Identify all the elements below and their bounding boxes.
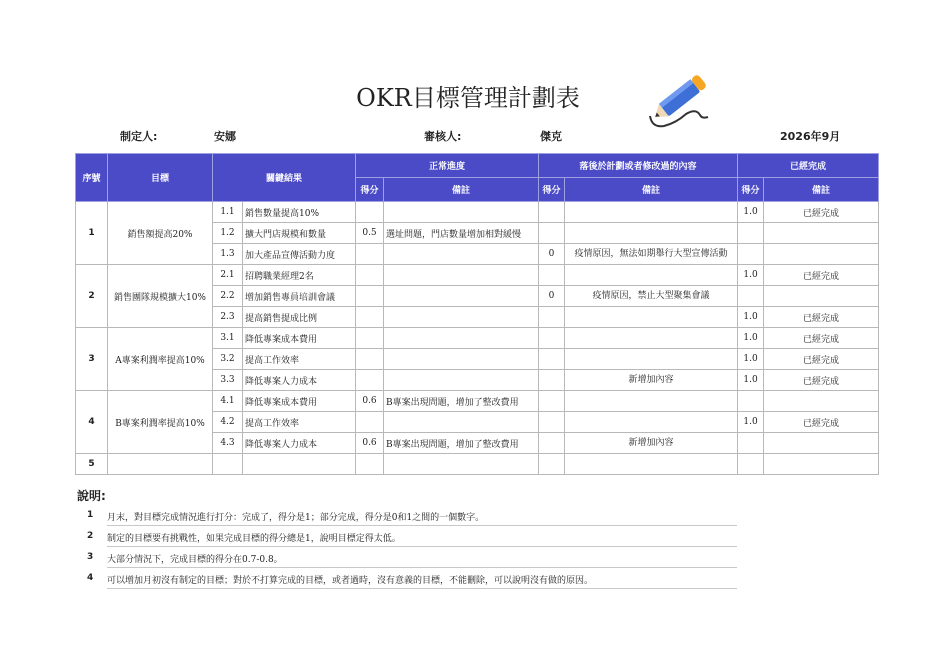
maker-label: 制定人:: [120, 130, 158, 143]
normal-remark: [384, 328, 539, 349]
normal-score: [356, 202, 384, 223]
normal-remark: B專案出現問題，增加了整改費用: [384, 391, 539, 412]
done-score: 1.0: [738, 370, 764, 391]
done-remark: [764, 223, 879, 244]
note-number: 4: [87, 573, 94, 583]
note-text: 大部分情況下，完成目標的得分在0.7-0.8。: [107, 552, 737, 568]
done-score: [738, 223, 764, 244]
note-item: [75, 506, 737, 526]
done-remark: 已經完成: [764, 328, 879, 349]
behind-score: [539, 307, 565, 328]
normal-score: 0.5: [356, 223, 384, 244]
normal-remark: [384, 265, 539, 286]
done-score: 1.0: [738, 265, 764, 286]
note-number: 3: [87, 552, 94, 562]
kr-text: 提高工作效率: [243, 412, 356, 433]
behind-remark: [565, 328, 738, 349]
kr-text: 降低專案成本費用: [243, 328, 356, 349]
header-goal: 目標: [108, 154, 213, 202]
normal-score: [356, 370, 384, 391]
kr-text: 加大產品宣傳活動力度: [243, 244, 356, 265]
date-text: 2026年9月: [780, 130, 841, 143]
header-remark: 備註: [565, 178, 738, 202]
goal-seq: 1: [76, 202, 108, 265]
note-number: 2: [87, 531, 94, 541]
empty-cell: [243, 454, 356, 475]
goal-name: 銷售團隊規模擴大10%: [108, 265, 213, 328]
table-row: [76, 454, 879, 475]
header-remark: 備註: [764, 178, 879, 202]
done-score: 1.0: [738, 202, 764, 223]
kr-number: 4.3: [213, 433, 243, 454]
done-score: 1.0: [738, 412, 764, 433]
normal-score: [356, 244, 384, 265]
table-row: [76, 328, 879, 349]
kr-text: 銷售數量提高10%: [243, 202, 356, 223]
note-number: 1: [87, 510, 94, 520]
behind-score: [539, 370, 565, 391]
behind-score: 0: [539, 244, 565, 265]
kr-text: 招聘職業經理2名: [243, 265, 356, 286]
behind-score: [539, 223, 565, 244]
behind-remark: [565, 307, 738, 328]
behind-remark: 疫情原因，禁止大型聚集會議: [565, 286, 738, 307]
kr-text: 降低專案成本費用: [243, 391, 356, 412]
behind-remark: 新增加內容: [565, 433, 738, 454]
done-score: [738, 244, 764, 265]
behind-remark: [565, 223, 738, 244]
done-remark: [764, 391, 879, 412]
goal-name: 銷售額提高20%: [108, 202, 213, 265]
behind-score: [539, 433, 565, 454]
behind-remark: [565, 391, 738, 412]
normal-score: 0.6: [356, 433, 384, 454]
kr-number: 3.1: [213, 328, 243, 349]
kr-number: 2.1: [213, 265, 243, 286]
normal-score: [356, 286, 384, 307]
kr-number: 3.3: [213, 370, 243, 391]
empty-cell: [356, 454, 384, 475]
empty-cell: [764, 454, 879, 475]
goal-name: A專案利潤率提高10%: [108, 328, 213, 391]
normal-remark: [384, 286, 539, 307]
behind-score: [539, 349, 565, 370]
done-remark: 已經完成: [764, 349, 879, 370]
kr-number: 1.3: [213, 244, 243, 265]
kr-text: 提高銷售提成比例: [243, 307, 356, 328]
done-score: 1.0: [738, 307, 764, 328]
behind-remark: [565, 202, 738, 223]
header-score: 得分: [356, 178, 384, 202]
goal-seq: 2: [76, 265, 108, 328]
kr-number: 3.2: [213, 349, 243, 370]
done-remark: [764, 433, 879, 454]
table-row: [76, 202, 879, 223]
kr-text: 降低專案人力成本: [243, 370, 356, 391]
header-remark: 備註: [384, 178, 539, 202]
behind-score: [539, 328, 565, 349]
empty-cell: [213, 454, 243, 475]
behind-score: [539, 412, 565, 433]
behind-score: [539, 202, 565, 223]
normal-score: [356, 349, 384, 370]
behind-remark: 新增加內容: [565, 370, 738, 391]
normal-score: [356, 412, 384, 433]
header-completed: 已經完成: [738, 154, 879, 178]
behind-score: [539, 391, 565, 412]
empty-cell: [565, 454, 738, 475]
note-item: [75, 548, 737, 568]
normal-score: [356, 265, 384, 286]
reviewer-name: 傑克: [540, 130, 562, 143]
kr-number: 2.3: [213, 307, 243, 328]
note-item: [75, 569, 737, 589]
empty-cell: [738, 454, 764, 475]
header-seq: 序號: [76, 154, 108, 202]
maker-name: 安娜: [214, 130, 236, 143]
note-item: [75, 527, 737, 547]
kr-number: 1.1: [213, 202, 243, 223]
kr-text: 擴大門店規模和數量: [243, 223, 356, 244]
kr-number: 2.2: [213, 286, 243, 307]
normal-remark: B專案出現問題，增加了整改費用: [384, 433, 539, 454]
done-remark: 已經完成: [764, 265, 879, 286]
done-remark: 已經完成: [764, 412, 879, 433]
normal-remark: [384, 307, 539, 328]
normal-score: 0.6: [356, 391, 384, 412]
normal-score: [356, 328, 384, 349]
done-score: 1.0: [738, 349, 764, 370]
page-title: OKR目標管理計劃表: [356, 84, 580, 112]
header-behind-plan: 落後於計劃或者修改過的內容: [539, 154, 738, 178]
empty-cell: [384, 454, 539, 475]
done-score: 1.0: [738, 328, 764, 349]
behind-remark: 疫情原因，無法如期舉行大型宣傳活動: [565, 244, 738, 265]
pencil-icon: [646, 68, 716, 132]
done-remark: 已經完成: [764, 307, 879, 328]
reviewer-label: 審核人:: [424, 130, 462, 143]
header-key-results: 關鍵結果: [213, 154, 356, 202]
goal-seq: 3: [76, 328, 108, 391]
goal-name: [108, 454, 213, 475]
table-row: [76, 265, 879, 286]
goal-seq: 5: [76, 454, 108, 475]
table-row: [76, 391, 879, 412]
goal-name: B專案利潤率提高10%: [108, 391, 213, 454]
kr-number: 4.1: [213, 391, 243, 412]
header-score: 得分: [539, 178, 565, 202]
note-text: 制定的目標要有挑戰性，如果完成目標的得分總是1，說明目標定得太低。: [107, 531, 737, 547]
done-score: [738, 286, 764, 307]
kr-text: 降低專案人力成本: [243, 433, 356, 454]
behind-score: 0: [539, 286, 565, 307]
done-remark: 已經完成: [764, 202, 879, 223]
kr-number: 1.2: [213, 223, 243, 244]
kr-text: 增加銷售專員培訓會議: [243, 286, 356, 307]
behind-remark: [565, 349, 738, 370]
goal-seq: 4: [76, 391, 108, 454]
header-score: 得分: [738, 178, 764, 202]
done-remark: [764, 286, 879, 307]
normal-remark: [384, 202, 539, 223]
done-score: [738, 391, 764, 412]
note-text: 月末，對目標完成情況進行打分：完成了，得分是1；部分完成，得分是0和1之間的一個數字。: [107, 510, 737, 526]
note-text: 可以增加月初沒有制定的目標；對於不打算完成的目標，或者過時，沒有意義的目標，不能刪除，可以說明沒有做的原因。: [107, 573, 737, 589]
normal-remark: 選址問題，門店數量增加相對緩慢: [384, 223, 539, 244]
done-remark: 已經完成: [764, 370, 879, 391]
normal-remark: [384, 244, 539, 265]
normal-score: [356, 307, 384, 328]
done-score: [738, 433, 764, 454]
behind-remark: [565, 412, 738, 433]
kr-text: 提高工作效率: [243, 349, 356, 370]
normal-remark: [384, 412, 539, 433]
normal-remark: [384, 370, 539, 391]
header-normal-progress: 正常進度: [356, 154, 539, 178]
done-remark: [764, 244, 879, 265]
normal-remark: [384, 349, 539, 370]
empty-cell: [539, 454, 565, 475]
notes-title: 說明:: [77, 489, 106, 503]
behind-remark: [565, 265, 738, 286]
kr-number: 4.2: [213, 412, 243, 433]
behind-score: [539, 265, 565, 286]
okr-table: [75, 153, 879, 475]
